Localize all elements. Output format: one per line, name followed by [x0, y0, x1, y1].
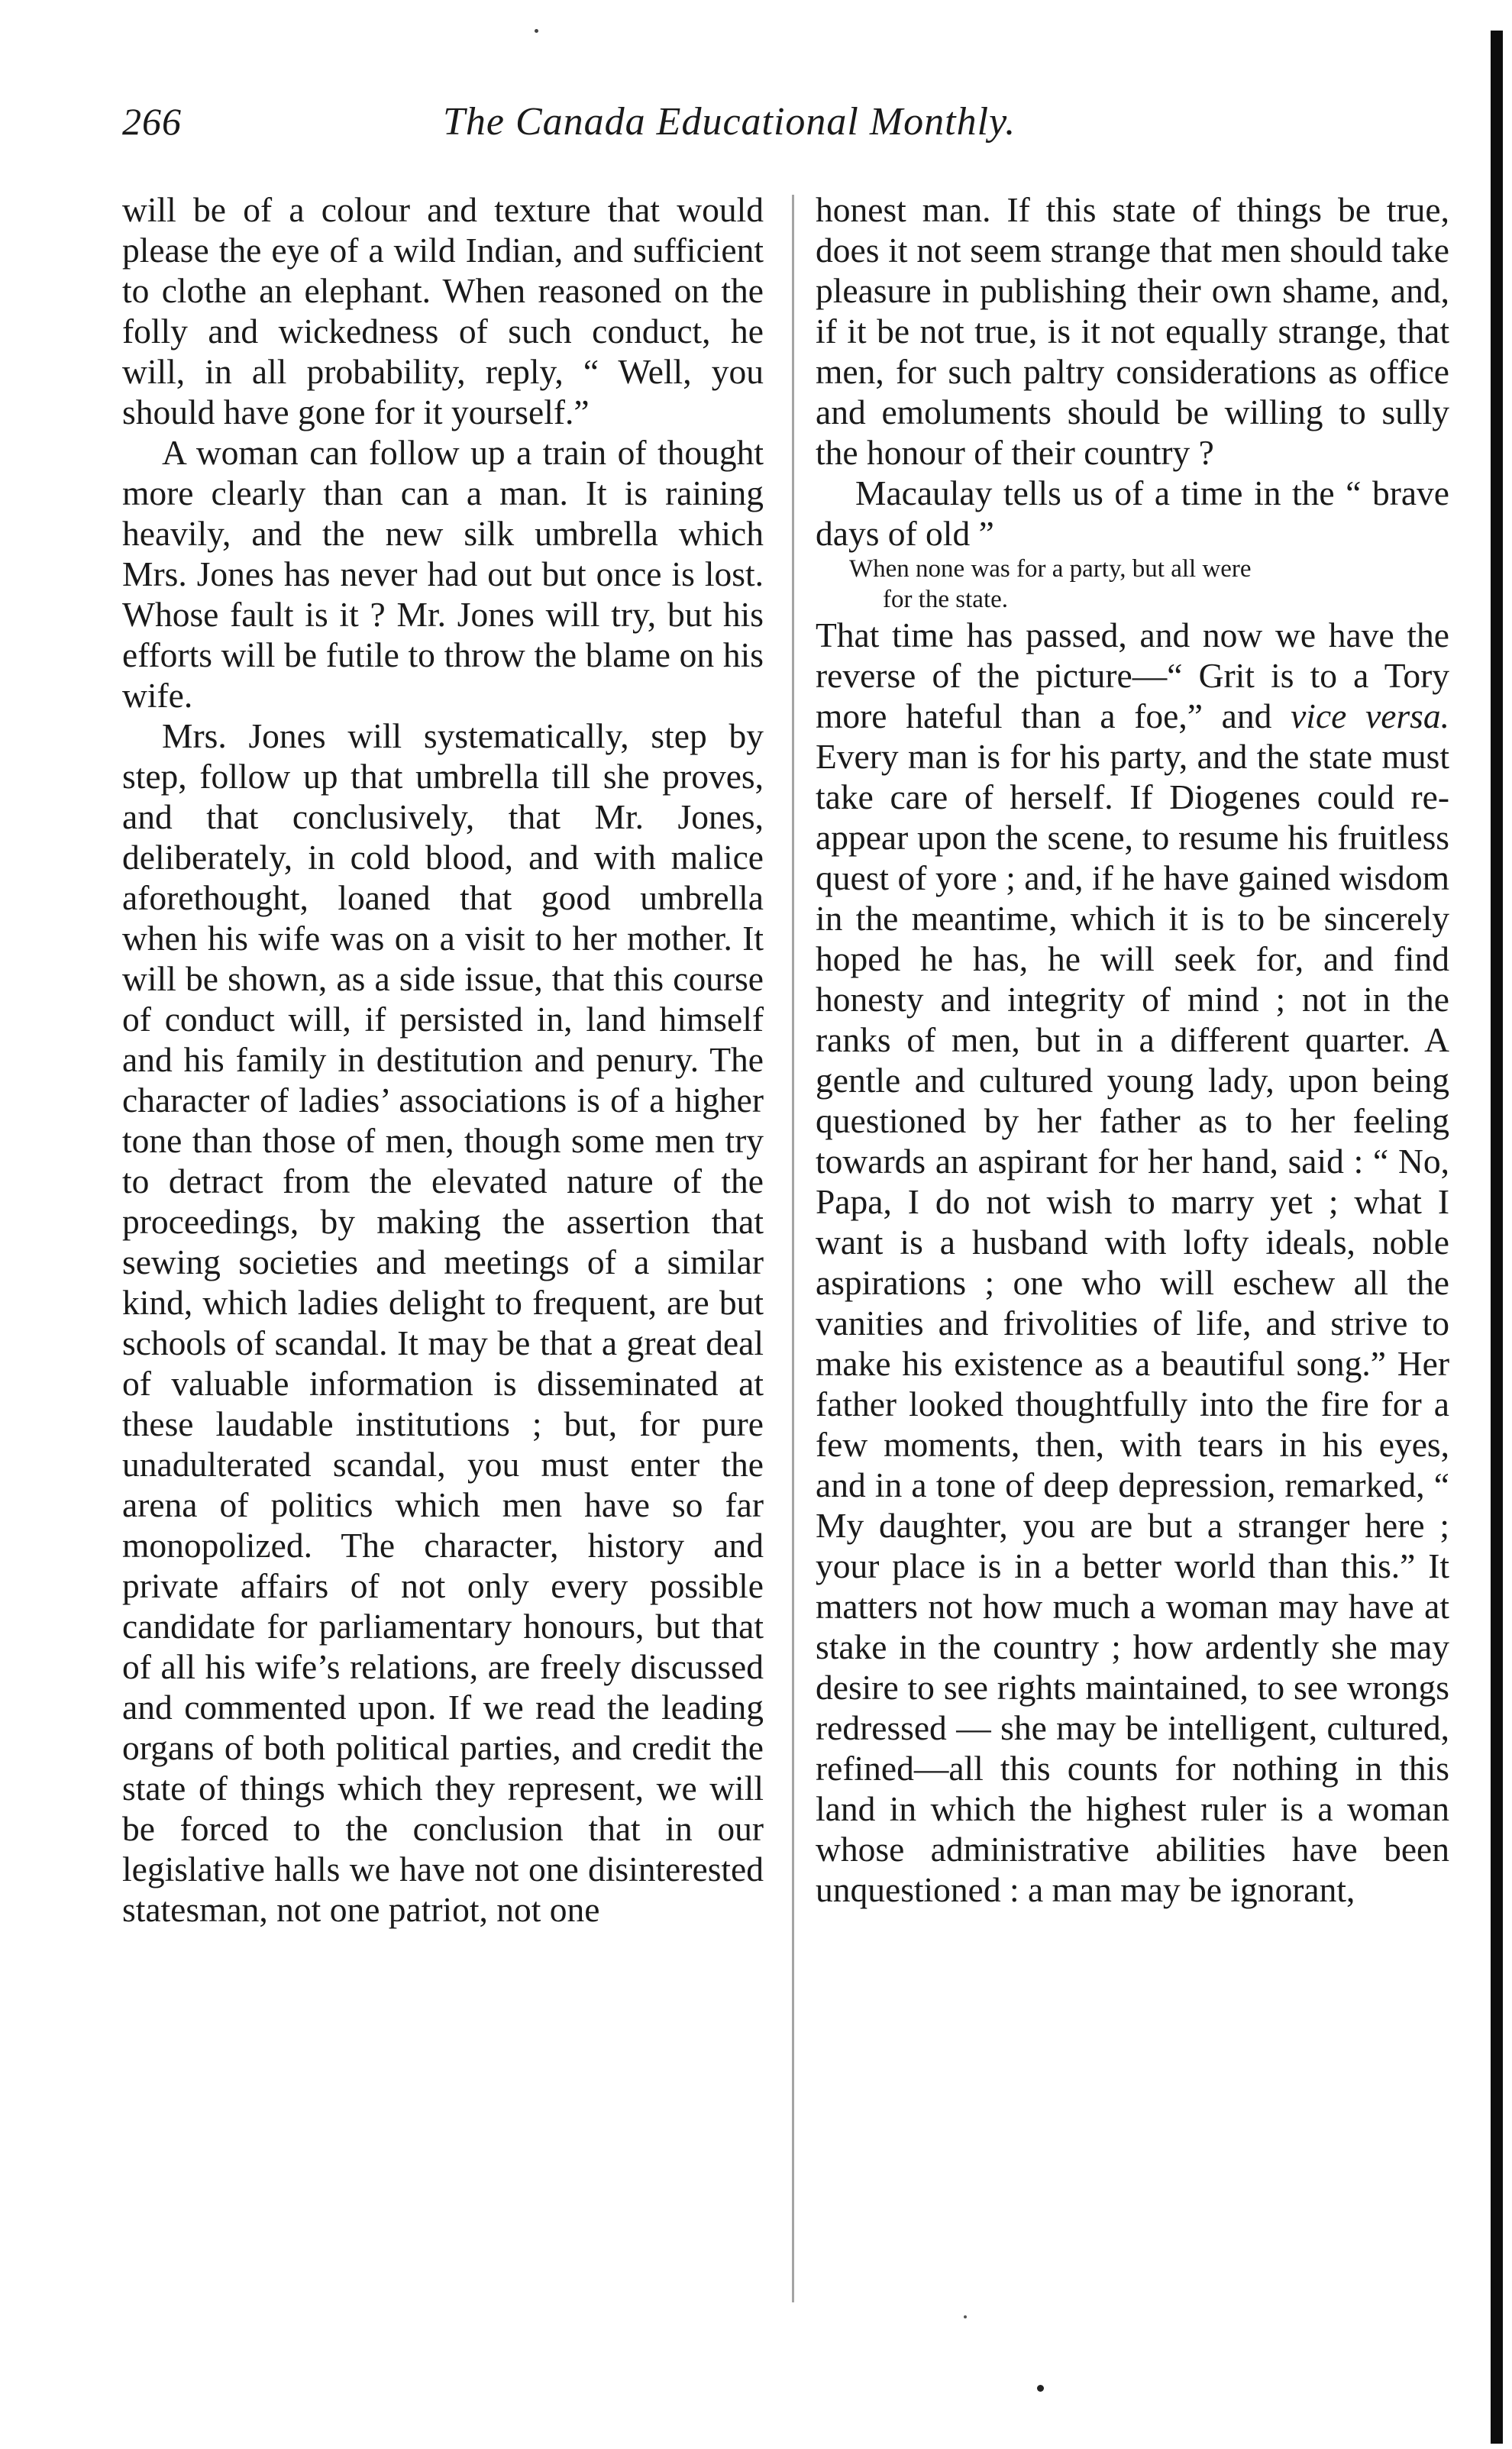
print-speck	[1037, 2385, 1044, 2392]
verse-line: When none was for a party, but all were	[849, 555, 1252, 583]
paragraph-text: Every man is for his party, and the state must take care of herself. If Diogenes could re-appear upon the scene, to resume his fruitless quest of yore ; and, if he have gained wisdom in the meantime, which it is to be sincerely hoped he has, he will seek for, and find honesty and integrity of mind ; not in the ranks of men, but in a different quarter. A gentle and cultured young lady, upon being questioned by her father as to her feeling towards an aspirant for her hand, said : “ No, Papa, I do not wish to marry yet ; what I want is a husband with lofty ideals, noble aspirations ; one who will eschew all the vanities and frivolities of life, and strive to make his existence as a beautiful song.” Her father looked thoughtfully into the fire for a few moments, then, with tears in his eyes, and in a tone of deep depression, remarked, “ My daughter, you are but a stranger here ; your place is in a better world than this.” It matters not how much a woman may have at stake in the country ; how ardently she may desire to see rights maintained, to see wrongs redressed — she may be intelligent, cultured, refined—all this counts for nothing in this land in which the highest ruler is a woman whose administrative abilities have been unquestioned : a man may be ignorant,	[816, 737, 1449, 1909]
paragraph-text: That time has passed, and now we have the reverse of the picture—“ Grit is to a Tory more hateful than a foe,” and	[816, 615, 1449, 735]
paragraph: A woman can follow up a train of thought more clearly than can a man. It is raining heavily, and the new silk umbrella which Mrs. Jones has never had out but once is lost. Whose fault is it ? Mr. Jones will try, but his efforts will be futile to throw the blame on his wife.	[122, 433, 764, 715]
page-edge-shadow	[1491, 31, 1503, 2444]
print-speck	[964, 2315, 967, 2318]
paragraph: Macaulay tells us of a time in the “ brave days of old ”	[816, 473, 1449, 553]
running-title: The Canada Educational Monthly.	[443, 100, 1016, 144]
paragraph: honest man. If this state of things be true, does it not seem strange that men should take pleasure in publishing their own shame, and, if it be not true, is it not equally strange, that men, for such paltry considerations as office and emoluments should be willing to sully the honour of their country ?	[816, 190, 1449, 472]
column-divider	[792, 195, 794, 2302]
paragraph	[816, 615, 1449, 1910]
italic-phrase: vice versa.	[1291, 696, 1449, 735]
verse-quotation	[816, 554, 1449, 615]
paragraph: will be of a colour and texture that would please the eye of a wild Indian, and sufficient to clothe an elephant. When reasoned on the folly and wickedness of such conduct, he will, in all probability, reply, “ Well, you should have gone for it yourself.”	[122, 190, 764, 431]
page-number: 266	[122, 100, 182, 143]
left-column	[122, 189, 764, 1930]
verse-line: for the state.	[883, 586, 1009, 613]
right-column	[816, 189, 1449, 1910]
paragraph: Mrs. Jones will systematically, step by step, follow up that umbrella till she proves, and that conclusively, that Mr. Jones, deliberately, in cold blood, and with malice aforethought, loaned that good umbrella when his wife was on a visit to her mother. It will be shown, as a side issue, that this course of conduct will, if persisted in, land himself and his family in destitution and penury. The character of ladies’ associations is of a higher tone than those of men, though some men try to detract from the elevated nature of the proceedings, by making the assertion that sewing societies and meetings of a similar kind, which ladies delight to frequent, are but schools of scandal. It may be that a great deal of valuable information is disseminated at these laudable institutions ; but, for pure unadulterated scandal, you must enter the arena of politics which men have so far monopolized. The character, history and private affairs of not only every possible candidate for parliamentary honours, but that of all his wife’s relations, are freely discussed and commented upon. If we read the leading organs of both political parties, and credit the state of things which they represent, we will be forced to the conclusion that in our legislative halls we have not one disinterested statesman, not one patriot, not one	[122, 716, 764, 1929]
print-speck	[535, 29, 538, 33]
